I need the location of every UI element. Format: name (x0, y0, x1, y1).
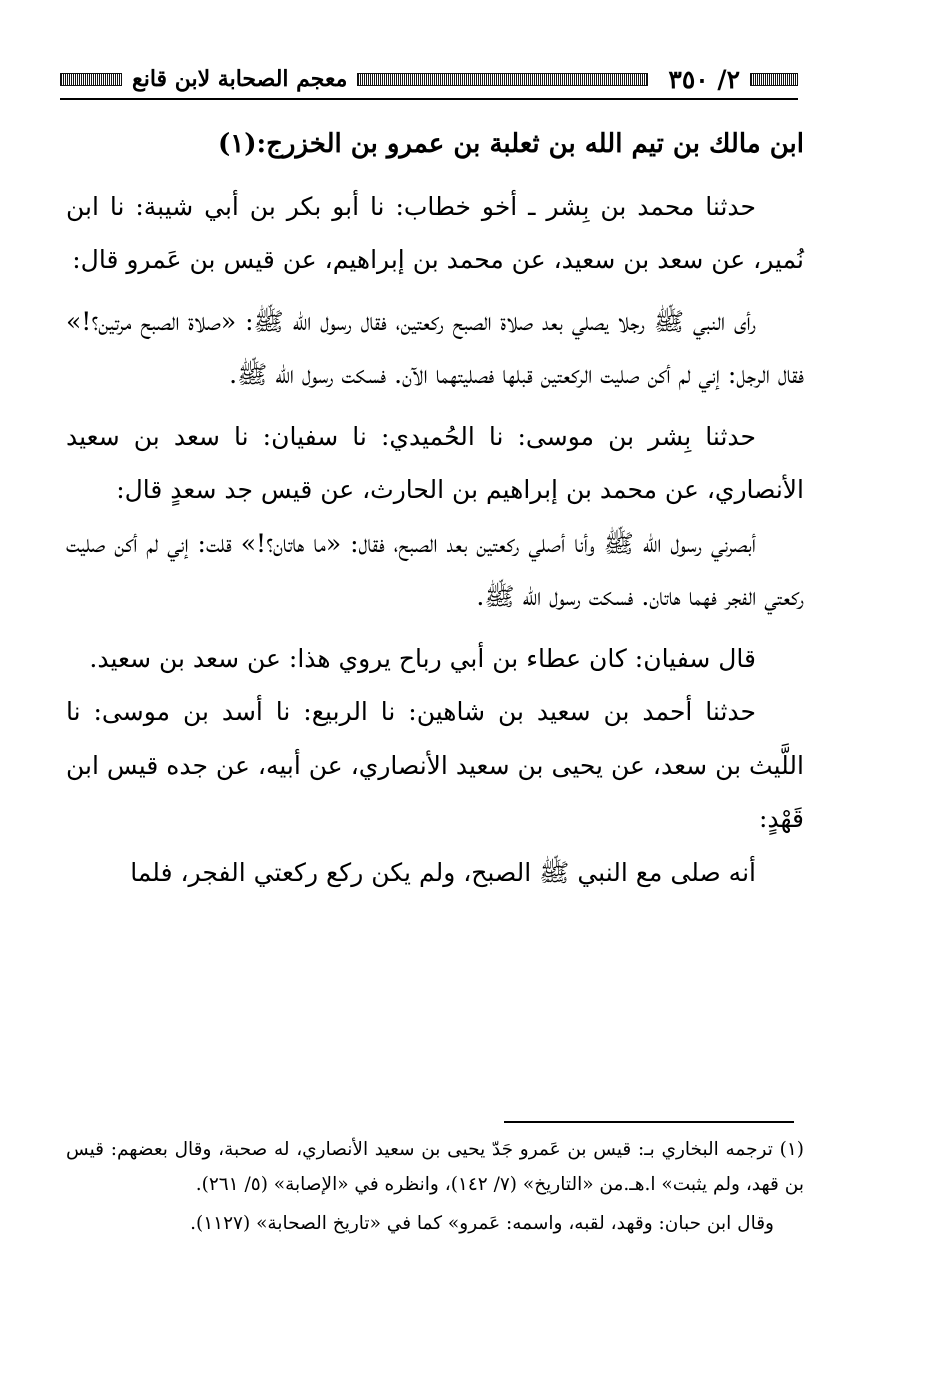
page-header (60, 56, 798, 100)
paragraph-hadith-1: رأى النبي ﷺ رجلا يصلي بعد صلاة الصبح ركعتين، فقال رسول الله ﷺ: «صلاة الصبح مرتين؟!» فقال الرجل: إني لم أكن صليت الركعتين قبلها فصليتهما الآن. فسكت رسول الله ﷺ. (66, 306, 804, 389)
footnotes (66, 1132, 804, 1241)
page-number: ٢/ ٣٥٠ (668, 64, 740, 94)
header-ornament-left (60, 73, 122, 86)
footnote-1-continuation: وقال ابن حبان: وقهد، لقبه، واسمه: عَمرو» كما في «تاريخ الصحابة» (١١٢٧). (190, 1213, 774, 1234)
book-title: معجم الصحابة لابن قانع (132, 66, 348, 92)
entry-heading: ابن مالك بن تيم الله بن ثعلبة بن عمرو بن الخزرج:(١) (217, 129, 804, 159)
header-row (60, 64, 798, 94)
paragraph-hadith-2: أبصرني رسول الله ﷺ وأنا أصلي ركعتين بعد الصبح، فقال: «ما هاتان؟!» قلت: إني لم أكن صليت ركعتي الفجر فهما هاتان. فسكت رسول الله ﷺ. (66, 528, 804, 611)
paragraph-isnad-3: حدثنا أحمد بن سعيد بن شاهين: نا الربيع: نا أسد بن موسى: نا اللَّيث بن سعد، عن يحيى بن سعيد الأنصاري، عن أبيه، عن جده قيس ابن قَهْدٍ: (66, 697, 804, 833)
header-ornament-middle (357, 73, 648, 86)
paragraph-note: قال سفيان: كان عطاء بن أبي رباح يروي هذا: عن سعد بن سعيد. (89, 643, 756, 673)
paragraph-isnad-1: حدثنا محمد بن بِشر ـ أخو خطاب: نا أبو بكر بن أبي شيبة: نا ابن نُمير، عن سعد بن سعيد، عن محمد بن إبراهيم، عن قيس بن عَمرو قال: (66, 191, 804, 274)
header-ornament-right (750, 73, 798, 86)
paragraph-hadith-3: أنه صلى مع النبي ﷺ الصبح، ولم يكن ركع ركعتي الفجر، فلما (130, 857, 756, 887)
main-text (66, 118, 804, 899)
header-rule (60, 98, 798, 100)
footnote-separator (504, 1121, 794, 1123)
paragraph-isnad-2: حدثنا بِشر بن موسى: نا الحُميدي: نا سفيان: نا سعد بن سعيد الأنصاري، عن محمد بن إبراهيم بن الحارث، عن قيس جد سعدٍ قال: (66, 421, 804, 504)
footnote-1: (١) ترجمه البخاري بـ: قيس بن عَمرو جَدّ يحيى بن سعيد الأنصاري، له صحبة، وقال بعضهم: قيس بن قهد، ولم يثبت» ا.هـ.من «التاريخ» (٧/ ١٤٢)، وانظره في «الإصابة» (٥/ ٢٦١). (66, 1139, 804, 1195)
